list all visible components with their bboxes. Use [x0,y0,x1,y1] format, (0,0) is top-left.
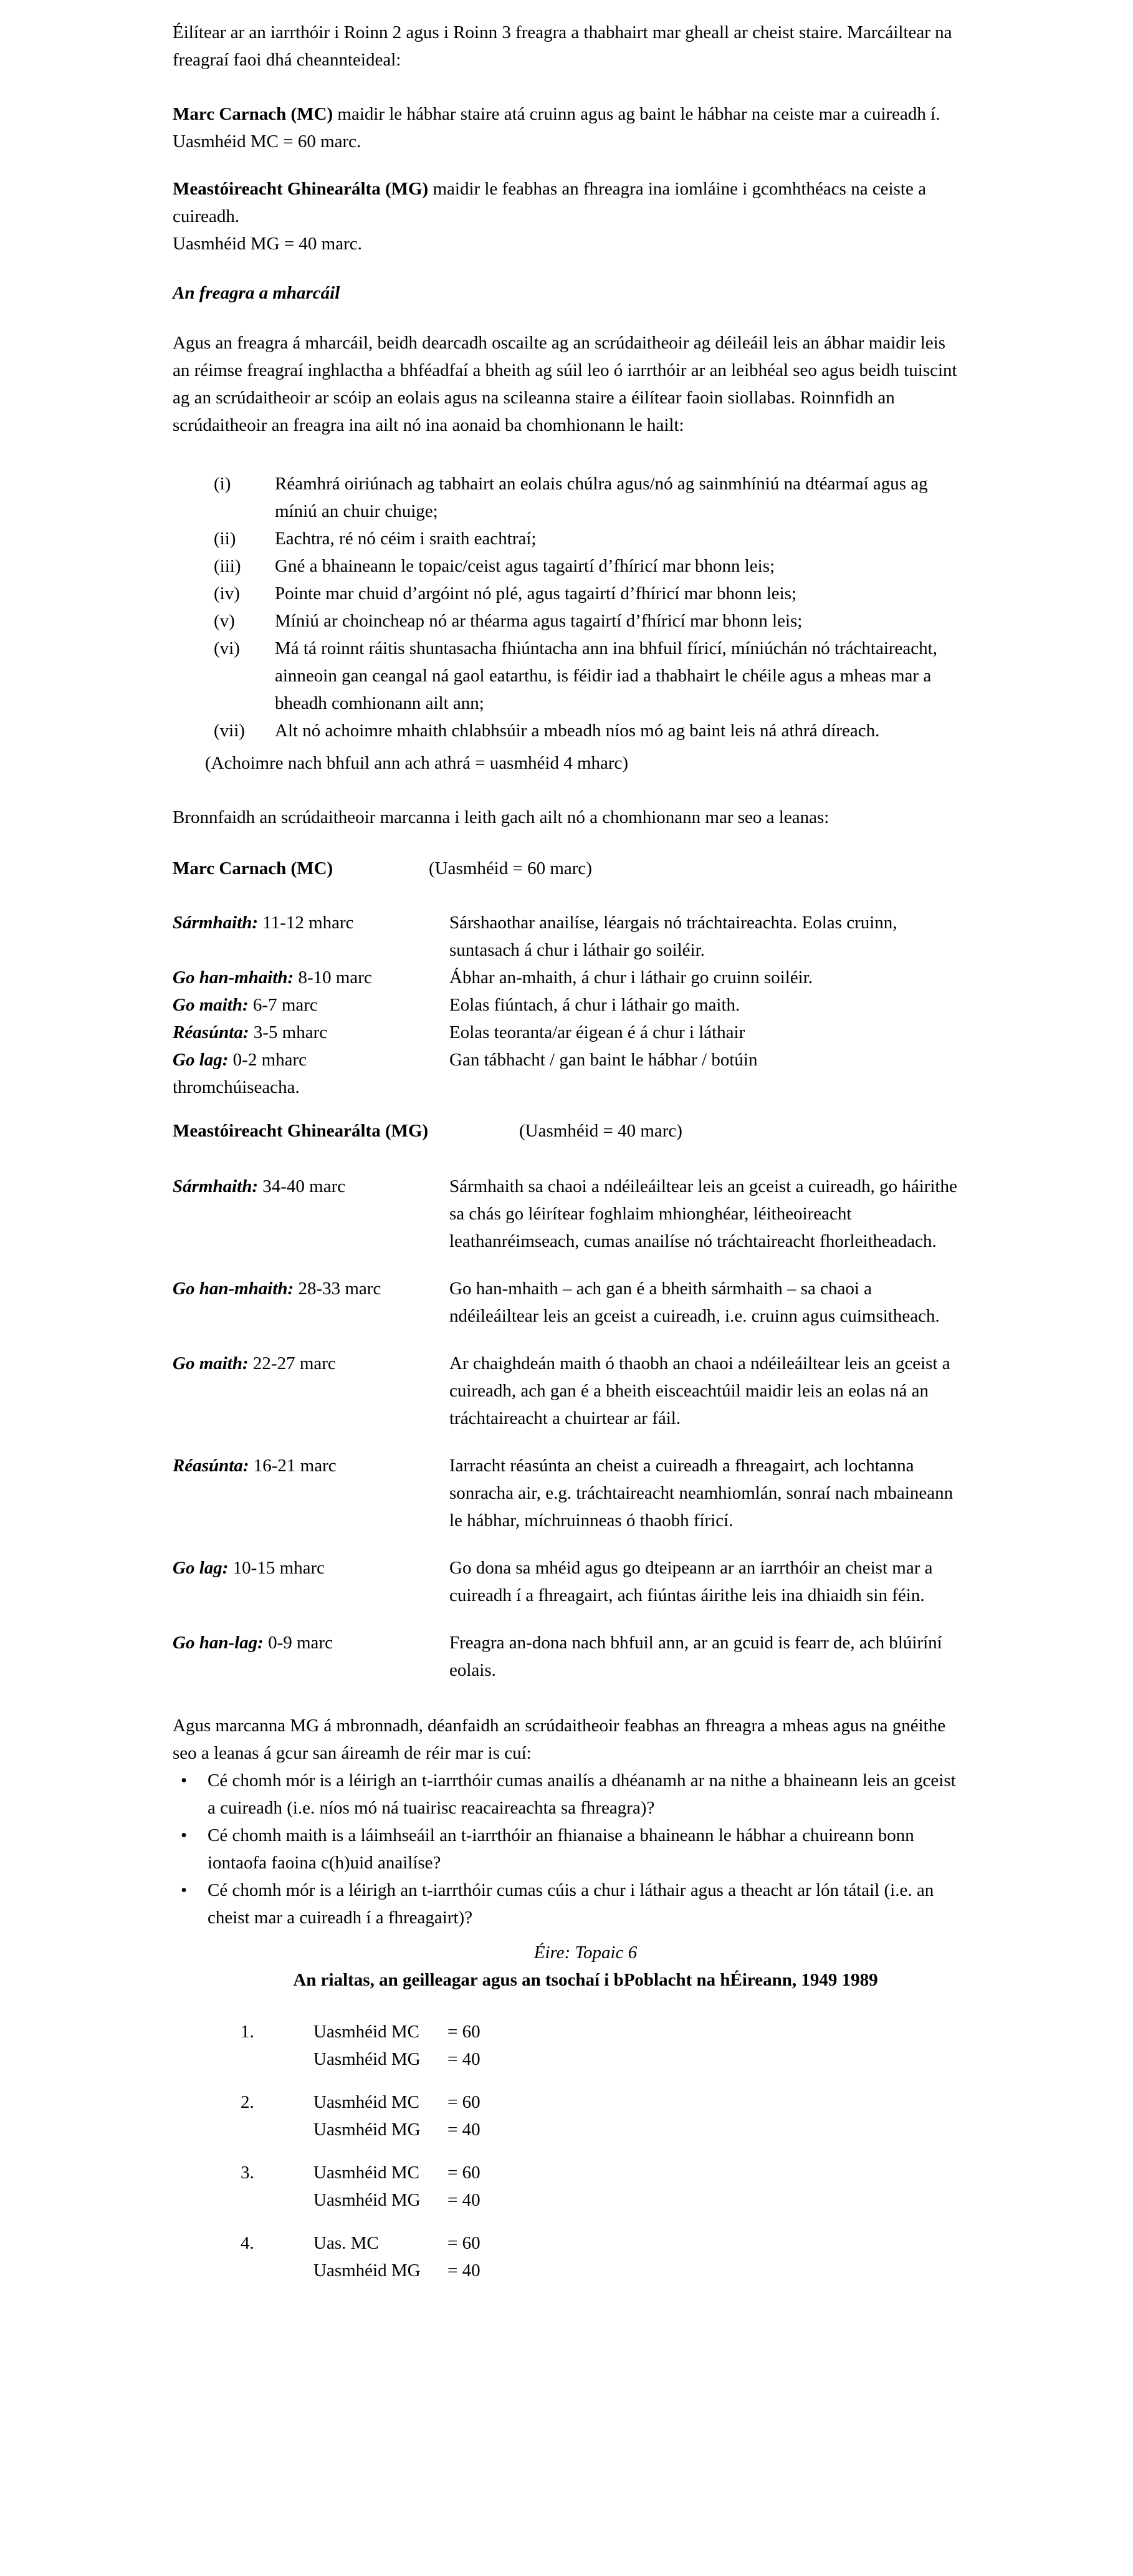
allocation-label: Uasmhéid MG [313,2049,421,2069]
table-row [173,1629,961,1684]
grade-term: Sármhaith: [173,913,258,933]
grade-description: Ar chaighdeán maith ó thaobh an chaoi a ndéileáiltear leis an gceist a cuireadh, ach gan é a bheith eisceachtúil maidir leis an eolas ná an tráchtaireacht a chuirtear ar fáil. [449,1353,950,1428]
mc-table-title: Marc Carnach (MC) [173,858,333,878]
allocation-label: Uasmhéid MG [313,2261,421,2280]
list-item [173,717,961,744]
allocation-value: = 40 [447,2261,480,2280]
bullet-item [173,1767,961,1822]
table-row [173,991,961,1019]
mc-definition-lead: Marc Carnach (MC) [173,104,333,124]
allocation-value: = 40 [447,2049,480,2069]
mark-allocation-list [173,2018,961,2284]
grade-term: Go maith: [173,995,249,1015]
allocation-value: = 60 [447,2022,480,2042]
table-row [173,1554,961,1609]
intro-paragraph: Éilítear ar an iarrthóir i Roinn 2 agus i Roinn 3 freagra a thabhairt mar gheall ar cheist staire. Marcáiltear na freagraí faoi dhá cheannteideal: [173,22,952,70]
allocation-row [173,2116,961,2143]
allocation-number [241,2045,313,2073]
list-item-text: Pointe mar chuid d’argóint nó plé, agus tagairtí d’fhíricí mar bhonn leis; [275,584,797,603]
mc-table-max-note: (Uasmhéid = 60 marc) [429,858,592,878]
grade-term: Réasúnta: [173,1022,249,1042]
allocation-number: 2. [241,2092,254,2112]
mc-definition-body: maidir le hábhar staire atá cruinn agus ag baint le hábhar na ceiste mar a cuireadh í. [333,104,940,124]
grade-label [173,991,449,1019]
grade-label [173,964,449,991]
grade-label [173,1275,449,1330]
list-item [173,552,961,580]
mc-max-line: Uasmhéid MC = 60 marc. [173,132,361,151]
mc-marks-table [173,909,961,1101]
grade-range: 8-10 marc [294,968,372,988]
allocation-label: Uasmhéid MG [313,2120,421,2140]
grade-description: Go han-mhaith – ach gan é a bheith sármhaith – sa chaoi a ndéileáiltear leis an gceist a cuireadh, i.e. cruinn agus cuimsitheach. [449,1279,940,1326]
allocation-row [173,2229,961,2257]
allocation-label: Uasmhéid MC [313,2022,419,2042]
mg-table-heading [173,1117,961,1145]
grade-term: Réasúnta: [173,1456,249,1476]
bullet-text: Cé chomh maith is a láimhseáil an t-iarrthóir an fhianaise a bhaineann le hábhar a chuireann bonn iontaofa faoina c(h)uid anailíse? [208,1825,914,1873]
allocation-value: = 60 [447,2092,480,2112]
allocation-item [173,2088,961,2143]
grade-description: Freagra an-dona nach bhfuil ann, ar an gcuid is fearr de, ach blúiríní eolais. [449,1633,942,1680]
grade-term: Go maith: [173,1353,249,1373]
grade-description: Sárshaothar anailíse, léargais nó tráchtaireachta. Eolas cruinn, suntasach á chur i láthair go soiléir. [449,913,897,960]
grade-term: Sármhaith: [173,1176,258,1196]
bullet-text: Cé chomh mór is a léirigh an t-iarrthóir cumas cúis a chur i láthair agus a theacht ar lón tátail (i.e. an cheist mar a cuireadh í a fhreagairt)? [208,1880,934,1928]
grade-range: 10-15 mharc [228,1558,325,1578]
list-item [173,607,961,635]
allocation-row [173,2018,961,2045]
grade-description: Gan tábhacht / gan baint le hábhar / botúin [449,1050,758,1070]
grade-label [173,1019,449,1046]
grade-term: Go han-mhaith: [173,968,294,988]
table-row [173,1452,961,1534]
table-row [173,1173,961,1255]
grade-label [173,1629,449,1684]
mg-definition-lead: Meastóireacht Ghinearálta (MG) [173,179,429,199]
table-row [173,1275,961,1330]
mg-table-title: Meastóireacht Ghinearálta (MG) [173,1121,429,1141]
grade-label [173,1452,449,1534]
roman-numbered-list [173,470,961,744]
allocation-number [241,2257,313,2284]
allocation-label: Uasmhéid MC [313,2163,419,2183]
allocation-value: = 40 [447,2190,480,2210]
grade-term: Go lag: [173,1558,229,1578]
allocation-row [173,2257,961,2284]
grade-range: 0-2 mharc [228,1050,307,1070]
list-item-number: (i) [214,474,231,494]
mg-table-max-note: (Uasmhéid = 40 marc) [519,1121,682,1141]
list-item-text: Réamhrá oiriúnach ag tabhairt an eolais chúlra agus/nó ag sainmhíniú na dtéarmaí agus ag míniú an chuir chuige; [275,474,928,521]
criteria-bullet-list [173,1767,961,1931]
grade-label [173,1046,449,1074]
grade-description: Iarracht réasúnta an cheist a cuireadh a fhreagairt, ach lochtanna sonracha air, e.g. tráchtaireacht neamhiomlán, sonraí nach mbaineann le hábhar, míchruinneas ó thaobh fíricí. [449,1456,954,1531]
allocation-value: = 60 [447,2163,480,2183]
allocation-label: Uasmhéid MC [313,2092,419,2112]
allocation-label: Uas. MC [313,2233,379,2253]
allocation-row [173,2159,961,2186]
achoimre-note: (Achoimre nach bhfuil ann ach athrá = uasmhéid 4 mharc) [205,753,629,773]
marking-section-heading: An freagra a mharcáil [173,283,340,303]
bullet-icon: • [181,1825,188,1845]
award-intro-paragraph: Bronnfaidh an scrúdaitheoir marcanna i leith gach ailt nó a chomhionann mar seo a leanas: [173,807,829,827]
topic-title: An rialtas, an geilleagar agus an tsochaí i bPoblacht na hÉireann, 1949 1989 [293,1970,878,1990]
grade-description: Eolas teoranta/ar éigean é á chur i láthair [449,1022,745,1042]
grade-range: 34-40 marc [258,1176,346,1196]
bullet-text: Cé chomh mór is a léirigh an t-iarrthóir cumas anailís a dhéanamh ar na nithe a bhaineann leis an gceist a cuireadh (i.e. níos mó ná tuairisc reacaireachta sa fhreagra)? [208,1771,956,1818]
mg-definition-body: maidir le feabhas an fhreagra ina iomláine i gcomhthéacs na ceiste a cuireadh. [173,179,926,226]
bullet-icon: • [181,1880,188,1900]
table-row [173,909,961,964]
grade-term: Go lag: [173,1050,229,1070]
grade-range: 0-9 marc [263,1633,333,1653]
grade-range: 16-21 marc [249,1456,337,1476]
grade-label [173,1554,449,1609]
grade-range: 22-27 marc [248,1353,336,1373]
allocation-label: Uasmhéid MG [313,2190,421,2210]
mg-awarding-intro: Agus marcanna MG á mbronnadh, déanfaidh an scrúdaitheoir feabhas an fhreagra a mheas agus na gnéithe seo a leanas á gcur san áireamh de réir mar is cuí: [173,1716,946,1763]
grade-description: Eolas fiúntach, á chur i láthair go maith. [449,995,740,1015]
bullet-item [173,1822,961,1877]
grade-term: Go han-mhaith: [173,1279,294,1299]
list-item [173,580,961,607]
allocation-value: = 60 [447,2233,480,2253]
mc-table-heading [173,855,961,882]
table-row [173,1350,961,1432]
topic-subtitle: Éire: Topaic 6 [533,1943,638,1963]
table-row [173,1019,961,1046]
marking-intro-paragraph: Agus an freagra á mharcáil, beidh dearcadh oscailte ag an scrúdaitheoir ag déileáil leis an ábhar maidir leis an réimse freagraí inghlactha a bhféadfaí a bheith ag súil leo ó iarrthóir ar an leibhéal seo agus beidh tuiscint ag an scrúdaitheoir ar scóip an eolais agus na scileanna staire a éilítear faoin siollabas. Roinnfidh an scrúdaitheoir an freagra ina ailt nó ina aonaid ba chomhionann le hailt: [173,333,957,435]
bullet-item [173,1877,961,1931]
allocation-row [173,2045,961,2073]
allocation-number: 3. [241,2163,254,2183]
list-item-text: Míniú ar choincheap nó ar théarma agus tagairtí d’fhíricí mar bhonn leis; [275,611,803,631]
list-item [173,470,961,525]
list-item-number: (iv) [214,584,240,603]
mg-max-line: Uasmhéid MG = 40 marc. [173,234,362,254]
table-row [173,964,961,991]
allocation-item [173,2159,961,2214]
grade-range: 11-12 mharc [258,913,354,933]
mc-table-overflow-word: thromchúiseacha. [173,1077,300,1097]
table-row [173,1046,961,1074]
grade-range: 3-5 mharc [249,1022,328,1042]
allocation-row [173,2186,961,2214]
list-item-text: Alt nó achoimre mhaith chlabhsúir a mbeadh níos mó ag baint leis ná athrá díreach. [275,721,880,741]
topic-heading [173,1939,961,1994]
grade-range: 28-33 marc [294,1279,381,1299]
mg-definition [173,175,961,257]
grade-description: Sármhaith sa chaoi a ndéileáiltear leis an gceist a cuireadh, go háirithe sa chás go léirítear foghlaim mhionghéar, léitheoireacht leathanréimseach, cumas anailíse nó tráchtaireacht fhorleitheadach. [449,1176,957,1251]
list-item-number: (vii) [214,721,245,741]
list-item-number: (v) [214,611,235,631]
list-item-number: (iii) [214,556,241,576]
allocation-number: 1. [241,2022,254,2042]
allocation-number [241,2186,313,2214]
grade-label [173,1173,449,1255]
allocation-item [173,2018,961,2073]
list-item [173,525,961,552]
list-item-number: (ii) [214,529,236,549]
mg-marks-table [173,1173,961,1684]
grade-range: 6-7 marc [248,995,318,1015]
grade-label [173,909,449,964]
grade-description: Go dona sa mhéid agus go dteipeann ar an iarrthóir an cheist mar a cuireadh í a fhreagairt, ach fiúntas áirithe leis ina dhiaidh sin féin. [449,1558,933,1605]
allocation-number [241,2116,313,2143]
allocation-item [173,2229,961,2284]
allocation-number: 4. [241,2233,254,2253]
list-item-text: Má tá roinnt ráitis shuntasacha fhiúntacha ann ina bhfuil fíricí, míniúchán nó tráchtaireacht, ainneoin gan ceangal ná gaol eatarthu, is féidir iad a thabhairt le chéile agus a mheas mar a bheadh comhionann ailt ann; [275,638,937,713]
list-item-text: Gné a bhaineann le topaic/ceist agus tagairtí d’fhíricí mar bhonn leis; [275,556,775,576]
grade-label [173,1350,449,1432]
grade-term: Go han-lag: [173,1633,264,1653]
grade-description: Ábhar an-mhaith, á chur i láthair go cruinn soiléir. [449,968,813,988]
allocation-value: = 40 [447,2120,480,2140]
mc-definition [173,100,961,155]
list-item-number: (vi) [214,638,240,658]
list-item-text: Eachtra, ré nó céim i sraith eachtraí; [275,529,537,549]
list-item [173,635,961,717]
allocation-row [173,2088,961,2116]
bullet-icon: • [181,1771,188,1790]
